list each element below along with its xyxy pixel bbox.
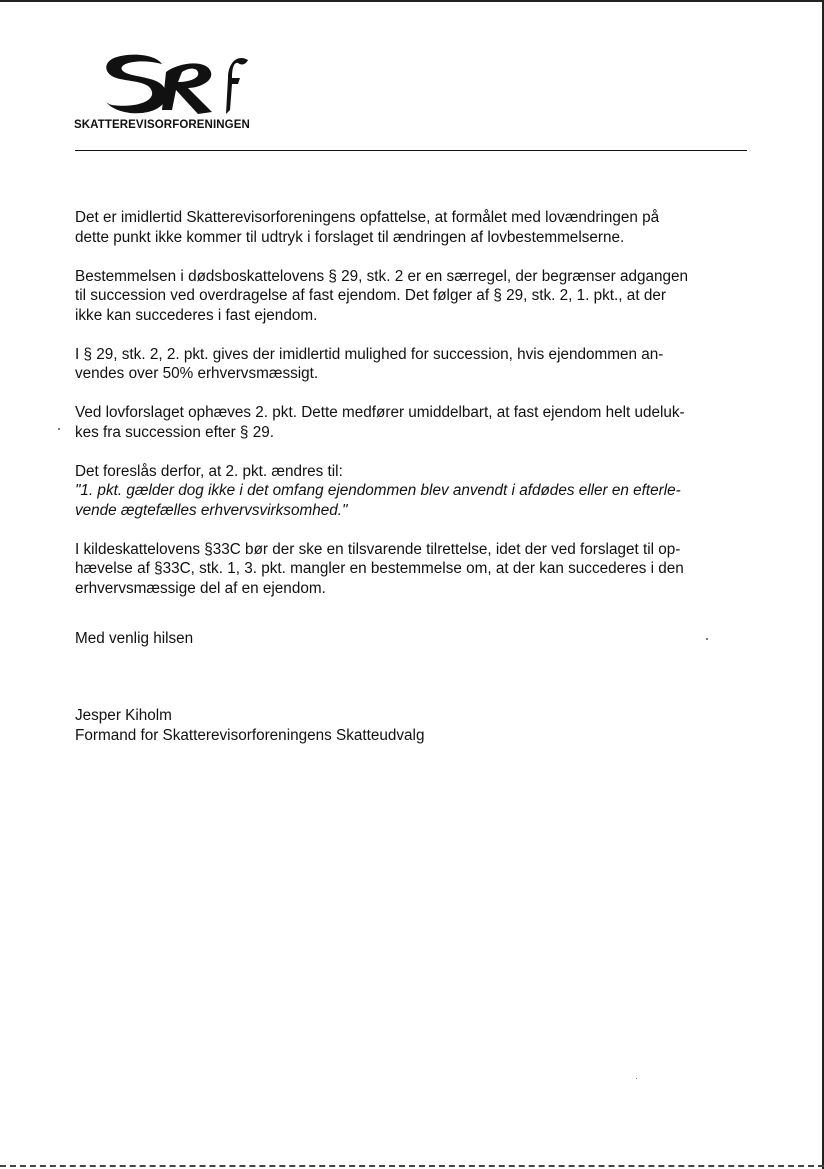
quoted-proposal: vende ægtefælles erhvervsvirksomhed."	[75, 501, 348, 519]
quoted-proposal: "1. pkt. gælder dog ikke i det omfang ejendommen blev anvendt i afdødes eller en efterle-	[75, 482, 681, 499]
text-line: Bestemmelsen i dødsboskattelovens § 29, stk. 2 er en særregel, der begrænser adgangen	[75, 267, 689, 285]
paragraph	[75, 403, 747, 442]
closing-salutation: Med venlig hilsen	[75, 630, 194, 647]
text-line: hævelse af §33C, stk. 1, 3. pkt. mangler en bestemmelse om, at der kan succederes i den	[75, 560, 684, 577]
text-line: til succession ved overdragelse af fast ejendom. Det følger af § 29, stk. 2, 1. pkt., at der	[75, 287, 666, 304]
text-line: Ved lovforslaget ophæves 2. pkt. Dette medfører umiddelbart, at fast ejendom helt udeluk-	[75, 404, 685, 421]
signatory-title: Formand for Skatterevisorforeningens Skatteudvalg	[75, 726, 425, 744]
scan-speck	[58, 428, 60, 430]
paragraph	[75, 345, 747, 384]
scan-edge	[0, 1165, 824, 1167]
paragraph	[75, 267, 747, 326]
scan-speck	[636, 1078, 637, 1079]
text-line: kes fra succession efter § 29.	[75, 423, 274, 441]
text-line: Det er imidlertid Skatterevisorforeningens opfattelse, at formålet med lovændringen på	[75, 209, 660, 226]
text-line: dette punkt ikke kommer til udtryk i forslaget til ændringen af lovbestemmelserne.	[75, 228, 625, 246]
signatory-name: Jesper Kiholm	[75, 707, 172, 724]
paragraph	[75, 208, 747, 247]
signature-block	[75, 706, 424, 745]
text-line: Det foreslås derfor, at 2. pkt. ændres til:	[75, 462, 343, 480]
logo	[74, 48, 274, 134]
text-line: vendes over 50% erhvervsmæssigt.	[75, 365, 319, 382]
text-line: I § 29, stk. 2, 2. pkt. gives der imidlertid mulighed for succession, hvis ejendommen an-	[75, 345, 664, 363]
srf-logo-mark	[100, 48, 250, 118]
paragraph	[75, 462, 747, 521]
text-line: erhvervsmæssige del af en ejendom.	[75, 579, 326, 597]
text-line: I kildeskattelovens §33C bør der ske en tilsvarende tilrettelse, idet der ved forslaget til op-	[75, 540, 681, 558]
letter-body	[75, 208, 747, 618]
scan-speck	[706, 638, 708, 640]
org-name: SKATTEREVISORFORENINGEN	[74, 119, 250, 131]
paragraph	[75, 540, 747, 599]
header-divider	[75, 150, 747, 151]
text-line: ikke kan succederes i fast ejendom.	[75, 306, 318, 324]
